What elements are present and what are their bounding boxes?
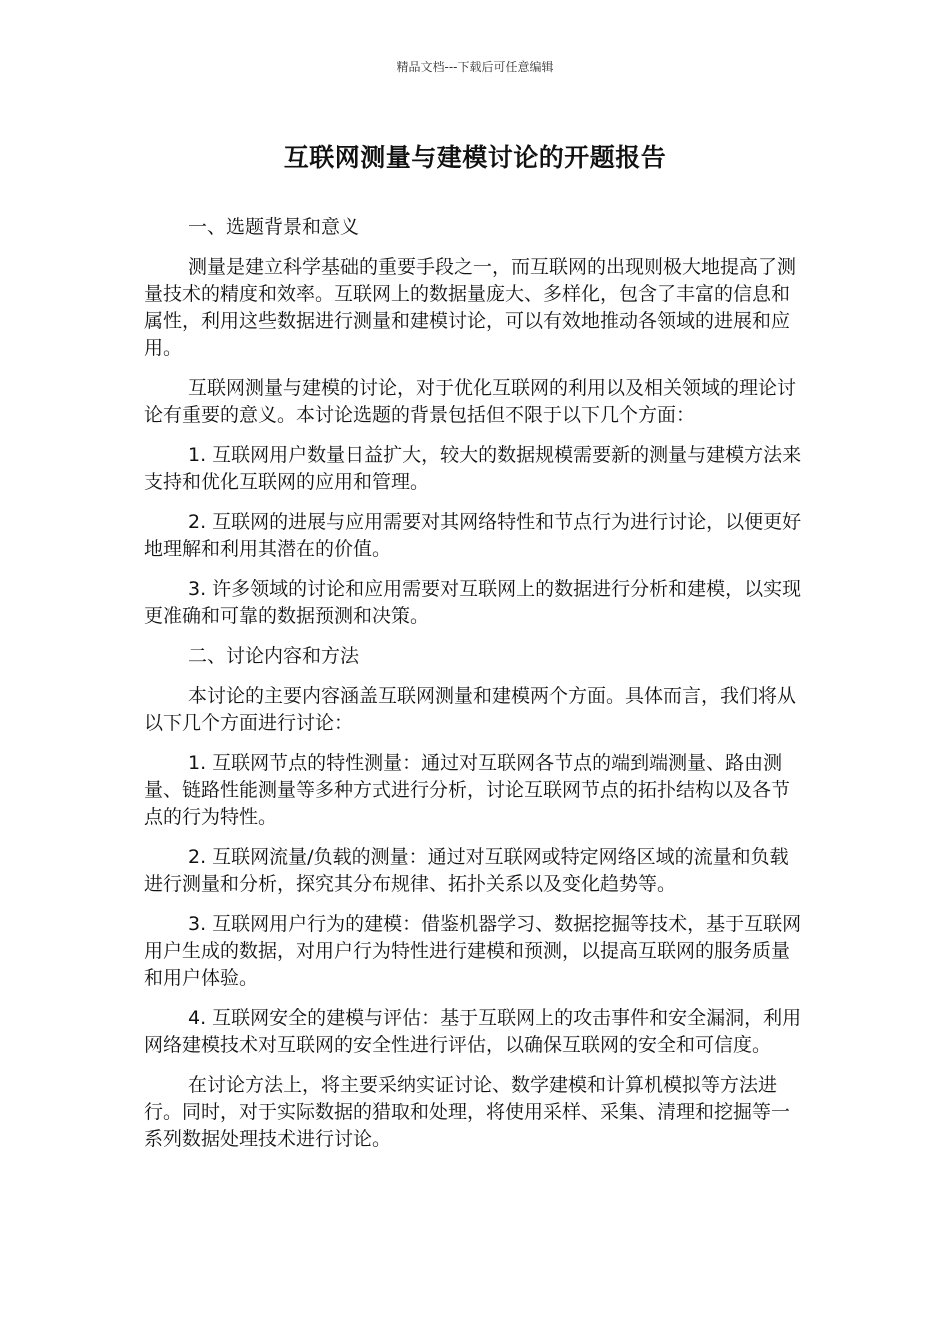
section-heading-content-methods: 二、讨论内容和方法 [188, 645, 360, 667]
list-item: 1. 互联网节点的特性测量：通过对互联网各节点的端到端测量、路由测量、链路性能测量等多种方式进行分析，讨论互联网节点的拓扑结构以及各节点的行为特性。 [144, 752, 791, 828]
paragraph: 测量是建立科学基础的重要手段之一，而互联网的出现则极大地提高了测量技术的精度和效率。互联网上的数据量庞大、多样化，包含了丰富的信息和属性，利用这些数据进行测量和建模讨论，可以有效地推动各领域的进展和应用。 [144, 256, 797, 359]
section-heading-background: 一、选题背景和意义 [188, 216, 360, 238]
list-item: 2. 互联网的进展与应用需要对其网络特性和节点行为进行讨论，以便更好地理解和利用其潜在的价值。 [144, 511, 802, 560]
paragraph: 互联网测量与建模的讨论，对于优化互联网的利用以及相关领域的理论讨论有重要的意义。本讨论选题的背景包括但不限于以下几个方面： [144, 377, 797, 426]
document-body [144, 214, 806, 1166]
header-note: 精品文档---下载后可任意编辑 [396, 60, 554, 74]
list-item: 3. 许多领域的讨论和应用需要对互联网上的数据进行分析和建模，以实现更准确和可靠的数据预测和决策。 [144, 578, 802, 627]
list-item: 4. 互联网安全的建模与评估：基于互联网上的攻击事件和安全漏洞，利用网络建模技术对互联网的安全性进行评估，以确保互联网的安全和可信度。 [144, 1007, 802, 1056]
paragraph: 在讨论方法上，将主要采纳实证讨论、数学建模和计算机模拟等方法进行。同时，对于实际数据的猎取和处理，将使用采样、采集、清理和挖掘等一系列数据处理技术进行讨论。 [144, 1074, 791, 1150]
document-title: 互联网测量与建模讨论的开题报告 [283, 143, 667, 172]
paragraph: 本讨论的主要内容涵盖互联网测量和建模两个方面。具体而言，我们将从以下几个方面进行讨论： [144, 685, 797, 734]
list-item: 1. 互联网用户数量日益扩大，较大的数据规模需要新的测量与建模方法来支持和优化互联网的应用和管理。 [144, 444, 802, 493]
list-item: 2. 互联网流量/负载的测量：通过对互联网或特定网络区域的流量和负载进行测量和分析，探究其分布规律、拓扑关系以及变化趋势等。 [144, 846, 789, 895]
list-item: 3. 互联网用户行为的建模：借鉴机器学习、数据挖掘等技术，基于互联网用户生成的数据，对用户行为特性进行建模和预测，以提高互联网的服务质量和用户体验。 [144, 913, 802, 989]
